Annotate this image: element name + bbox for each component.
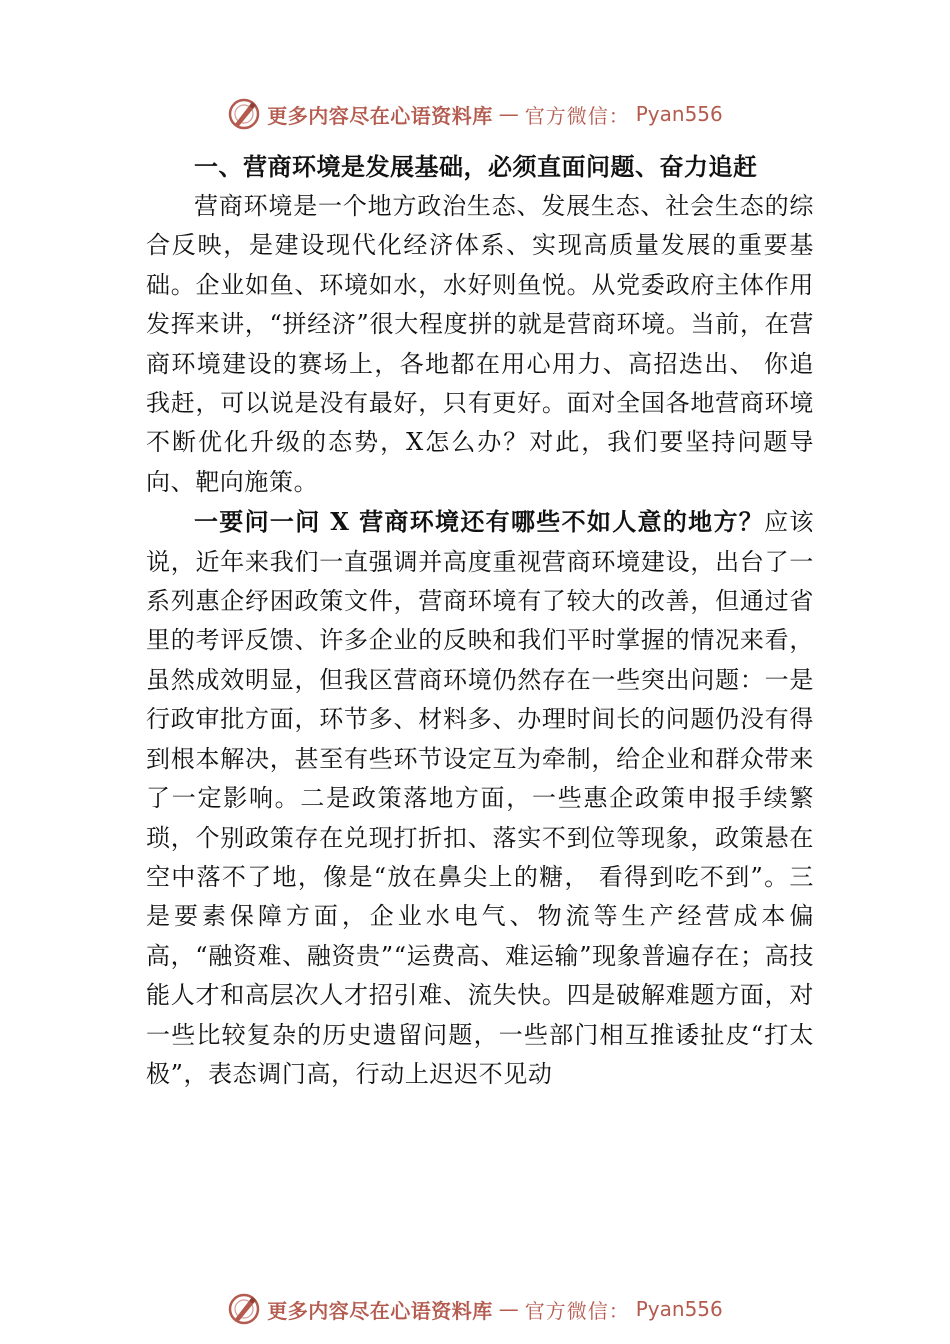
pen-circle-logo-icon xyxy=(227,97,261,131)
watermark-separator: — xyxy=(498,1297,519,1321)
watermark-separator: — xyxy=(498,102,519,126)
watermark-wechat-id: Pyan556 xyxy=(635,102,723,126)
paragraph-2 xyxy=(146,502,814,1094)
paragraph-1: 营商环境是一个地方政治生态、发展生态、社会生态的综合反映，是建设现代化经济体系、实现高质量发展的重要基础。企业如鱼、环境如水，水好则鱼悦。从党委政府主体作用发挥来讲，“拼经济”很大程度拼的就是营商环境。当前，在营商环境建设的赛场上，各地都在用心用力、高招迭出、 你追我赶，可以说是没有最好，只有更好。面对全国各地营商环境不断优化升级的态势，X怎么办？对此，我们要坚持问题导向、靶向施策。 xyxy=(146,192,814,496)
watermark-main-text: 更多内容尽在心语资料库 xyxy=(267,103,493,128)
section-heading: 一、营商环境是发展基础，必须直面问题、奋力追赶 xyxy=(194,153,758,181)
paragraph-2-body: 应该说，近年来我们一直强调并高度重视营商环境建设，出台了一系列惠企纾困政策文件，营商环境有了较大的改善，但通过省里的考评反馈、许多企业的反映和我们平时掌握的情况来看，虽然成效明显，但我区营商环境仍然存在一些突出问题：一是行政审批方面，环节多、材料多、办理时间长的问题仍没有得到根本解决，甚至有些环节设定互为牵制，给企业和群众带来了一定影响。二是政策落地方面，一些惠企政策申报手续繁琐，个别政策存在兑现打折扣、落实不到位等现象，政策悬在空中落不了地，像是“放在鼻尖上的糖， 看得到吃不到”。三是要素保障方面，企业水电气、物流等生产经营成本偏高，“融资难、融资贵”“运费高、难运输”现象普遍存在；高技能人才和高层次人才招引难、流失快。四是破解难题方面，对一些比较复杂的历史遗留问题，一些部门相互推诿扯皮“打太极”，表态调门高，行动上迟迟不见动 xyxy=(146,508,815,1088)
watermark-wechat-id: Pyan556 xyxy=(635,1297,723,1321)
watermark-footer xyxy=(0,1289,950,1329)
paragraph-2-lead: 一要问一问 X 营商环境还有哪些不如人意的地方？ xyxy=(194,507,765,537)
pen-circle-logo-icon xyxy=(227,1292,261,1326)
watermark-sub-text: 官方微信： xyxy=(524,103,630,128)
watermark-sub-text: 官方微信： xyxy=(524,1298,630,1323)
watermark-header xyxy=(0,94,950,134)
document-body xyxy=(146,148,814,1094)
watermark-main-text: 更多内容尽在心语资料库 xyxy=(267,1298,493,1323)
